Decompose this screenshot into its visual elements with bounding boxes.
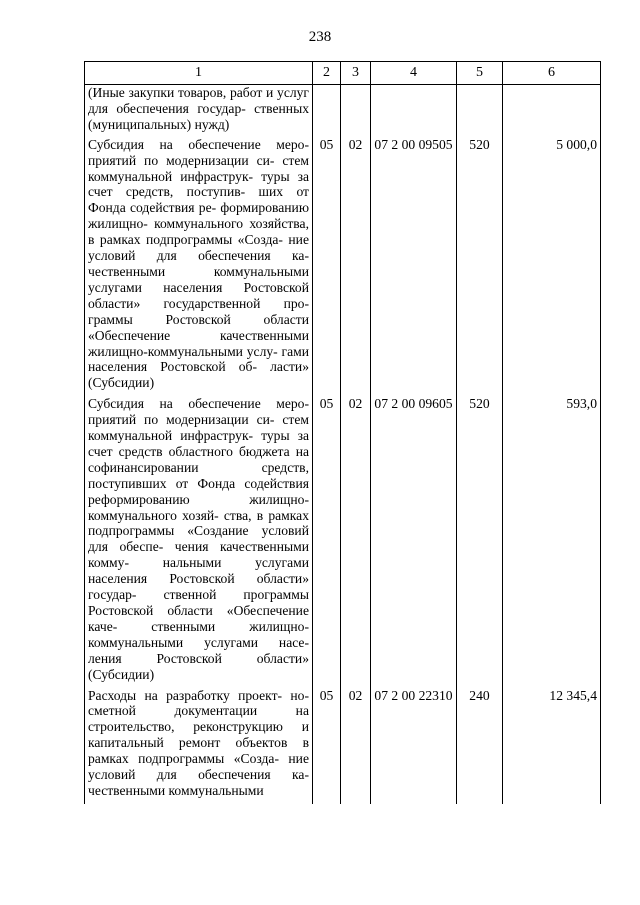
empty-cell <box>503 85 601 137</box>
item-name-line: области «Обеспечение каче- <box>88 603 309 634</box>
header-col-sum: 6 <box>503 62 601 85</box>
pr-cell: 02 <box>341 137 371 397</box>
item-name-line: туры за счет средств, поступив- <box>88 168 310 200</box>
item-name-line: стем коммунальной инфраструк- <box>88 152 309 184</box>
item-name-line: (Иные закупки товаров, работ и <box>88 85 274 100</box>
sum-cell: 593,0 <box>503 396 601 687</box>
item-name-line: рамках подпрограммы «Созда- <box>99 232 283 248</box>
item-name-line: коммунальными услугами насе- <box>88 634 309 650</box>
item-name-line: ших от Фонда содействия ре- <box>88 184 309 216</box>
item-name-line: «Создание условий для обеспе- <box>88 523 309 555</box>
item-name-line: ственных (муниципальных) <box>88 100 309 132</box>
item-name-line: услугами населения Ростовской <box>88 279 309 295</box>
item-name-line: чения качественными комму- <box>88 539 309 571</box>
vr-cell: 520 <box>457 137 503 397</box>
item-name-line: но-сметной документации на <box>88 687 309 719</box>
header-row <box>85 62 601 85</box>
sum-cell: 12 345,4 <box>503 688 601 804</box>
item-name-line: ласти» (Субсидии) <box>88 359 309 391</box>
item-name-line: приятий по модернизации си- <box>88 152 275 168</box>
item-name-line: стем коммунальной инфраструк- <box>88 412 309 444</box>
item-name-line: чественными коммунальными <box>88 782 264 798</box>
csr-cell: 07 2 00 09605 <box>371 396 457 687</box>
item-name-line: ства, в рамках подпрограммы <box>88 507 309 539</box>
item-name-line: (Субсидии) <box>88 666 155 682</box>
sum-cell: 5 000,0 <box>503 137 601 397</box>
item-name-line: капитальный ремонт объектов в <box>88 735 309 751</box>
vr-cell: 240 <box>457 688 503 804</box>
item-name-line: рамках подпрограммы «Созда- <box>88 751 279 767</box>
item-name-line: ние условий для обеспечения ка- <box>88 751 309 783</box>
item-name-line: приятий по модернизации си- <box>88 412 275 428</box>
rz-cell: 05 <box>313 688 341 804</box>
item-name-cell <box>85 85 313 137</box>
item-name-line: содействия реформированию <box>88 475 309 507</box>
item-name-line: туры за счет средств областного <box>88 428 310 459</box>
item-name-line: услуг для обеспечения государ- <box>88 85 310 116</box>
pr-cell: 02 <box>341 688 371 804</box>
item-name-line: Расходы на разработку проект- <box>88 687 283 703</box>
item-name-line: жилищно-коммунальными услу- <box>88 343 278 359</box>
empty-cell <box>341 85 371 137</box>
item-name-line: строительство, реконструкцию и <box>88 719 309 735</box>
table-row-continuation <box>85 85 601 137</box>
csr-cell: 07 2 00 09505 <box>371 137 457 397</box>
item-name-line: ственной программы Ростовской <box>88 587 309 618</box>
budget-table <box>84 61 601 804</box>
item-name-cell <box>85 137 313 397</box>
item-name-line: ления Ростовской области» <box>88 650 309 666</box>
header-col-vr: 5 <box>457 62 503 85</box>
empty-cell <box>371 85 457 137</box>
vr-cell: 520 <box>457 396 503 687</box>
item-name-line: Субсидия на обеспечение меро- <box>88 396 309 412</box>
header-col-pr: 3 <box>341 62 371 85</box>
header-col-rz: 2 <box>313 62 341 85</box>
item-name-line: коммунального хозяйства, в <box>88 216 309 248</box>
item-name-line: жилищно-коммунального хозяй- <box>88 491 309 523</box>
pr-cell: 02 <box>341 396 371 687</box>
rz-cell: 05 <box>313 137 341 397</box>
item-name-line: ственными жилищно- <box>151 618 309 634</box>
item-name-line: «Обеспечение качественными <box>88 327 309 343</box>
item-name-line: чественными коммунальными <box>88 263 309 279</box>
item-name-line: формированию жилищно- <box>88 200 309 232</box>
item-name-cell <box>85 688 313 804</box>
empty-cell <box>457 85 503 137</box>
rz-cell: 05 <box>313 396 341 687</box>
item-name-cell <box>85 396 313 687</box>
item-name-line: ние условий для обеспечения ка- <box>88 232 309 264</box>
item-name-line: средств, поступивших от Фонда <box>88 459 309 491</box>
item-name-line: Ростовской области» государ- <box>88 571 309 603</box>
item-name-line: нужд) <box>194 116 230 132</box>
table-row <box>85 396 601 687</box>
item-name-line: бюджета на софинансировании <box>88 443 309 475</box>
table-row <box>85 137 601 397</box>
item-name-line: нальными услугами населения <box>88 555 309 587</box>
empty-cell <box>313 85 341 137</box>
page-number: 238 <box>308 29 332 45</box>
item-name-line: области» государственной про- <box>88 295 309 311</box>
header-col-name: 1 <box>85 62 313 85</box>
table-row <box>85 688 601 804</box>
item-name-line: гами населения Ростовской об- <box>88 343 309 375</box>
item-name-line: граммы Ростовской области <box>88 311 309 327</box>
item-name-line: Субсидия на обеспечение меро- <box>88 136 309 152</box>
header-col-csr: 4 <box>371 62 457 85</box>
csr-cell: 07 2 00 22310 <box>371 688 457 804</box>
